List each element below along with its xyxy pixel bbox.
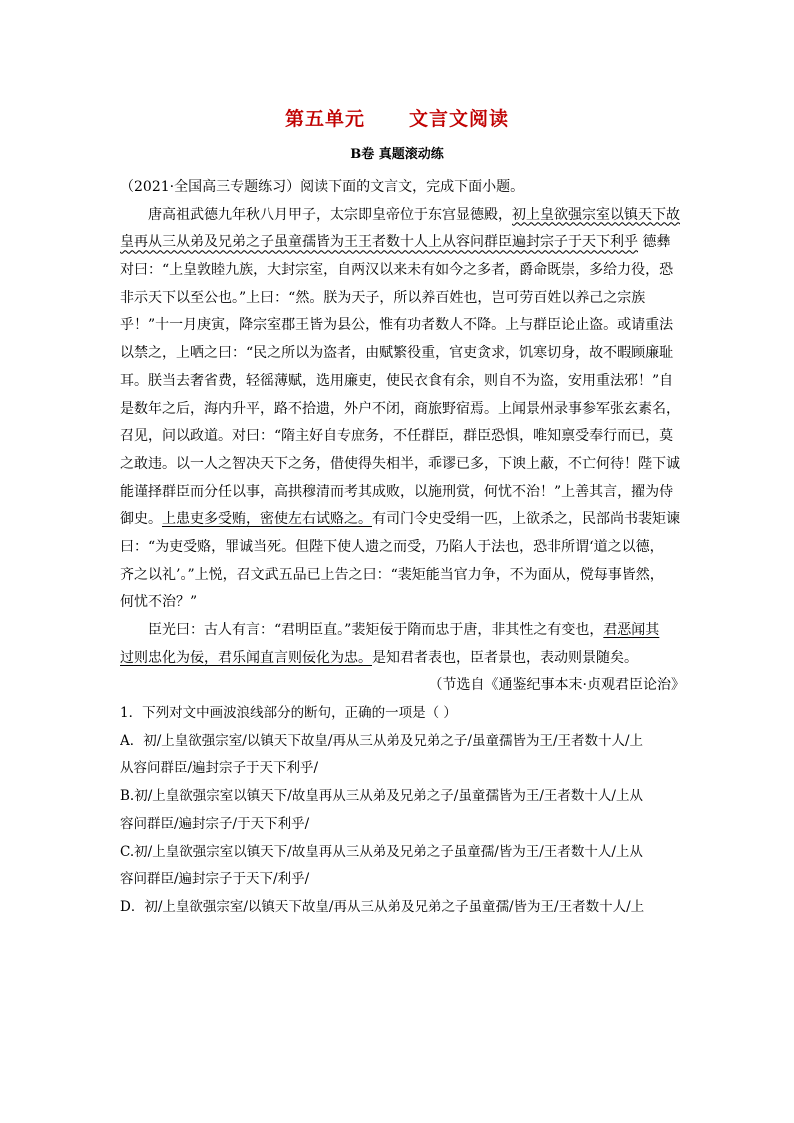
passage-line: 臣光曰：古人有言：“君明臣直。”裴矩佞于隋而忠于唐，非其性之有变也，君恶闻其 xyxy=(148,622,660,638)
title-topic: 文言文阅读 xyxy=(409,108,510,130)
option-b-cont: 容问群臣/遍封宗子/于天下利乎/ xyxy=(120,815,310,832)
document-body xyxy=(120,174,685,922)
passage-line: 以禁之，上哂之曰：“民之所以为盗者，由赋繁役重，官吏贪求，饥寒切身，故不暇顾廉耻 xyxy=(120,345,674,362)
passage-line: 召见，问以政道。对曰：“隋主好自专庶务，不任群臣，群臣恐惧，唯知禀受奉行而已，莫 xyxy=(120,428,674,445)
passage-line: 御史。上患吏多受贿，密使左右试赂之。有司门令史受绢一匹，上欲杀之，民部尚书裴矩谏 xyxy=(120,511,680,528)
passage-line: 曰：“为吏受赂，罪诚当死。但陛下使人遗之而受，乃陷人于法也，恐非所谓‘道之以德， xyxy=(120,538,664,555)
passage-line: 非示天下以至公也。”上曰：“然。朕为天子，所以养百姓也，岂可劳百姓以养己之宗族 xyxy=(120,289,646,306)
passage-line: 齐之以礼’。”上悦，召文武五品已上告之曰：“裴矩能当官力争，不为面从，傥每事皆然， xyxy=(120,566,664,583)
option-c-cont: 容问群臣/遍封宗子于天下/利乎/ xyxy=(120,871,310,888)
page-title xyxy=(0,104,794,131)
option-c: C.初/上皇欲强宗室以镇天下/故皇再从三从弟及兄弟之子虽童孺/皆为王/王者数十人/上从 xyxy=(120,843,643,860)
passage-line: 是数年之后，海内升平，路不拾遗，外户不闭，商旅野宿焉。上闻景州录事参军张玄素名， xyxy=(120,400,680,417)
wavy-underlined-text: 初上皇欲强宗室以镇天下故 xyxy=(512,206,680,223)
question-stem: 1．下列对文中画波浪线部分的断句，正确的一项是（ ） xyxy=(120,705,457,722)
option-a-cont: 从容问群臣/遍封宗子于天下利乎/ xyxy=(120,760,319,777)
passage-paragraph-2 xyxy=(120,617,685,672)
passage-line: 何忧不治？” xyxy=(120,594,198,611)
option-d: D．初/上皇欲强宗室/以镇天下故皇/再从三从弟及兄弟之子虽童孺/皆为王/王者数十人/上 xyxy=(120,898,645,915)
intro-line: （2021·全国高三专题练习）阅读下面的文言文，完成下面小题。 xyxy=(120,179,525,195)
title-unit: 第五单元 xyxy=(284,108,365,130)
passage-line: 对曰：“上皇敦睦九族，大封宗室，自两汉以来未有如今之多者，爵命既崇，多给力役，恐 xyxy=(120,262,674,279)
page-subtitle: B卷 真题滚动练 xyxy=(350,147,444,162)
passage-line: 能谨择群臣而分任以事，高拱穆清而考其成败，以施刑赏，何忧不治！”上善其言，擢为侍 xyxy=(120,483,674,500)
question-1 xyxy=(120,700,685,922)
passage-line: 之敢违。以一人之智决天下之务，借使得失相半，乖谬已多，下谀上蔽，不亡何待！陛下诚 xyxy=(120,455,680,472)
option-a: A．初/上皇欲强宗室/以镇天下故皇/再从三从弟及兄弟之子/虽童孺皆为王/王者数十人/上 xyxy=(120,732,644,749)
passage-line: 耳。朕当去奢省费，轻徭薄赋，选用廉吏，使民衣食有余，则自不为盗，安用重法邪！”自 xyxy=(120,372,674,389)
passage-line: 唐高祖武德九年秋八月甲子，太宗即皇帝位于东宫显德殿，初上皇欲强宗室以镇天下故 xyxy=(148,206,680,223)
passage-paragraph-1 xyxy=(120,202,685,617)
underlined-text: 上患吏多受贿，密使左右试赂之。 xyxy=(162,511,372,528)
passage-line: 皇再从三从弟及兄弟之子虽童孺皆为王王者数十人上从容问群臣遍封宗子于天下利乎 德彝 xyxy=(120,234,671,251)
underlined-text: 君恶闻其 xyxy=(603,622,660,638)
passage-line: 过则忠化为佞，君乐闻直言则佞化为忠。是知君者表也，臣者景也，表动则景随矣。 xyxy=(120,649,638,666)
source-citation: （节选自《通鉴纪事本末·贞观君臣论治》 xyxy=(428,677,685,694)
option-b: B.初/上皇欲强宗室以镇天下/故皇再从三从弟及兄弟之子/虽童孺皆为王/王者数十人/上从 xyxy=(120,788,643,805)
passage-line: 乎！”十一月庚寅，降宗室郡王皆为县公，惟有功者数人不降。上与群臣论止盗。或请重法 xyxy=(120,317,674,334)
wavy-underlined-text: 皇再从三从弟及兄弟之子虽童孺皆为王王者数十人上从容问群臣遍封宗子于天下利乎 xyxy=(120,234,638,251)
underlined-text: 过则忠化为佞，君乐闻直言则佞化为忠。 xyxy=(120,649,372,666)
